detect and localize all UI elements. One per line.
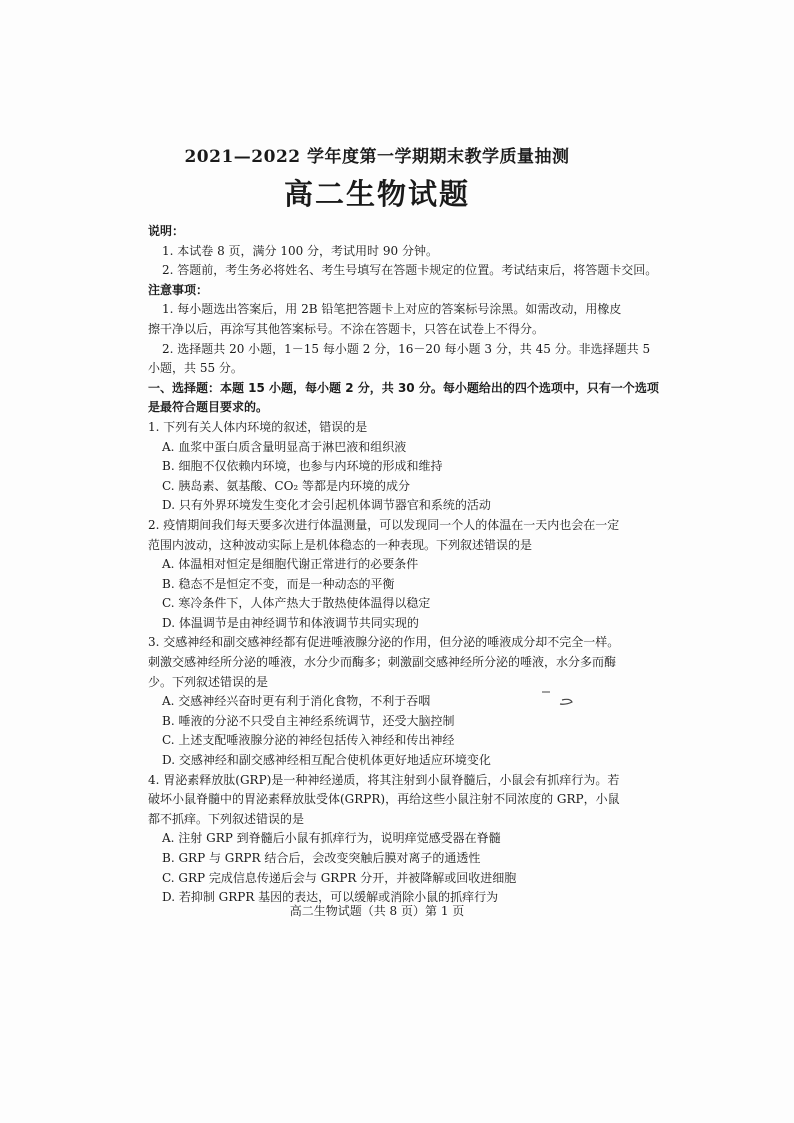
question-4-stem: 都不抓痒。下列叙述错误的是 bbox=[148, 811, 305, 826]
question-2-stem: 2. 疫情期间我们每天要多次进行体温测量，可以发现同一个人的体温在一天内也会在一定 bbox=[148, 517, 620, 532]
question-2-option-d: D. 体温调节是由神经调节和体液调节共同实现的 bbox=[162, 615, 419, 630]
question-3-option-c: C. 上述支配唾液腺分泌的神经包括传入神经和传出神经 bbox=[162, 733, 455, 748]
question-3-option-a: A. 交感神经兴奋时更有利于消化食物，不利于吞咽 bbox=[162, 694, 431, 709]
section-heading: 是最符合题目要求的。 bbox=[148, 400, 269, 415]
subject-title: 高二生物试题 bbox=[283, 177, 470, 211]
exam-content bbox=[148, 222, 658, 908]
question-4-stem: 4. 胃泌素释放肽(GRP)是一种神经递质，将其注射到小鼠脊髓后，小鼠会有抓痒行为。若 bbox=[148, 772, 620, 787]
question-2-stem: 范围内波动，这种波动实际上是机体稳态的一种表现。下列叙述错误的是 bbox=[148, 537, 533, 552]
note-line: 2. 选择题共 20 小题，1－15 每小题 2 分，16－20 每小题 3 分，共 45 分。非选择题共 5 bbox=[162, 341, 651, 356]
section-heading: 一、选择题：本题 15 小题，每小题 2 分，共 30 分。每小题给出的四个选项中，只有一个选项 bbox=[148, 380, 659, 395]
question-3-option-b: B. 唾液的分泌不只受自主神经系统调节，还受大脑控制 bbox=[162, 713, 455, 728]
question-3-stem: 刺激交感神经所分泌的唾液，水分少而酶多；刺激副交感神经所分泌的唾液，水分多而酶 bbox=[148, 655, 617, 670]
question-1-option-c: C. 胰岛素、氨基酸、CO₂ 等都是内环境的成分 bbox=[162, 478, 411, 493]
question-3-stem: 3. 交感神经和副交感神经都有促进唾液腺分泌的作用，但分泌的唾液成分却不完全一样。 bbox=[148, 635, 620, 650]
page-footer: 高二生物试题（共 8 页）第 1 页 bbox=[289, 904, 465, 918]
question-2-option-c: C. 寒冷条件下，人体产热大于散热使体温得以稳定 bbox=[162, 596, 431, 611]
question-4-stem: 破坏小鼠脊髓中的胃泌素释放肽受体(GRPR)，再给这些小鼠注射不同浓度的 GRP，小鼠 bbox=[148, 792, 620, 807]
pen-stroke-mark bbox=[540, 686, 576, 710]
question-1-stem: 1. 下列有关人体内环境的叙述，错误的是 bbox=[148, 419, 368, 434]
notes-heading: 注意事项： bbox=[148, 282, 209, 297]
instructions-heading: 说明： bbox=[148, 224, 185, 238]
question-2-option-b: B. 稳态不是恒定不变，而是一种动态的平衡 bbox=[162, 576, 395, 591]
instruction-item: 2. 答题前，考生务必将姓名、考生号填写在答题卡规定的位置。考试结束后，将答题卡交回。 bbox=[162, 263, 658, 278]
question-1-option-b: B. 细胞不仅依赖内环境，也参与内环境的形成和维持 bbox=[162, 459, 443, 474]
question-4-option-a: A. 注射 GRP 到脊髓后小鼠有抓痒行为，说明痒觉感受器在脊髓 bbox=[162, 831, 501, 846]
exam-title: 2021—2022 学年度第一学期期末教学质量抽测 bbox=[184, 147, 570, 167]
question-3-stem: 少。下列叙述错误的是 bbox=[148, 674, 269, 689]
question-1-option-a: A. 血浆中蛋白质含量明显高于淋巴液和组织液 bbox=[162, 439, 407, 454]
note-line: 1. 每小题选出答案后，用 2B 铅笔把答题卡上对应的答案标号涂黑。如需改动，用橡皮 bbox=[162, 302, 622, 317]
question-3-option-d: D. 交感神经和副交感神经相互配合使机体更好地适应环境变化 bbox=[162, 753, 491, 768]
instruction-item: 1. 本试卷 8 页，满分 100 分，考试用时 90 分钟。 bbox=[162, 243, 438, 258]
question-2-option-a: A. 体温相对恒定是细胞代谢正常进行的必要条件 bbox=[162, 557, 419, 572]
question-4-option-c: C. GRP 完成信息传递后会与 GRPR 分开，并被降解或回收进细胞 bbox=[162, 870, 517, 885]
question-1-option-d: D. 只有外界环境发生变化才会引起机体调节器官和系统的活动 bbox=[162, 498, 491, 513]
question-4-option-b: B. GRP 与 GRPR 结合后，会改变突触后膜对离子的通透性 bbox=[162, 851, 481, 865]
note-line: 小题，共 55 分。 bbox=[148, 361, 243, 376]
question-4-option-d: D. 若抑制 GRPR 基因的表达，可以缓解或消除小鼠的抓痒行为 bbox=[162, 890, 499, 905]
note-line: 擦干净以后，再涂写其他答案标号。不涂在答题卡，只答在试卷上不得分。 bbox=[148, 321, 545, 336]
